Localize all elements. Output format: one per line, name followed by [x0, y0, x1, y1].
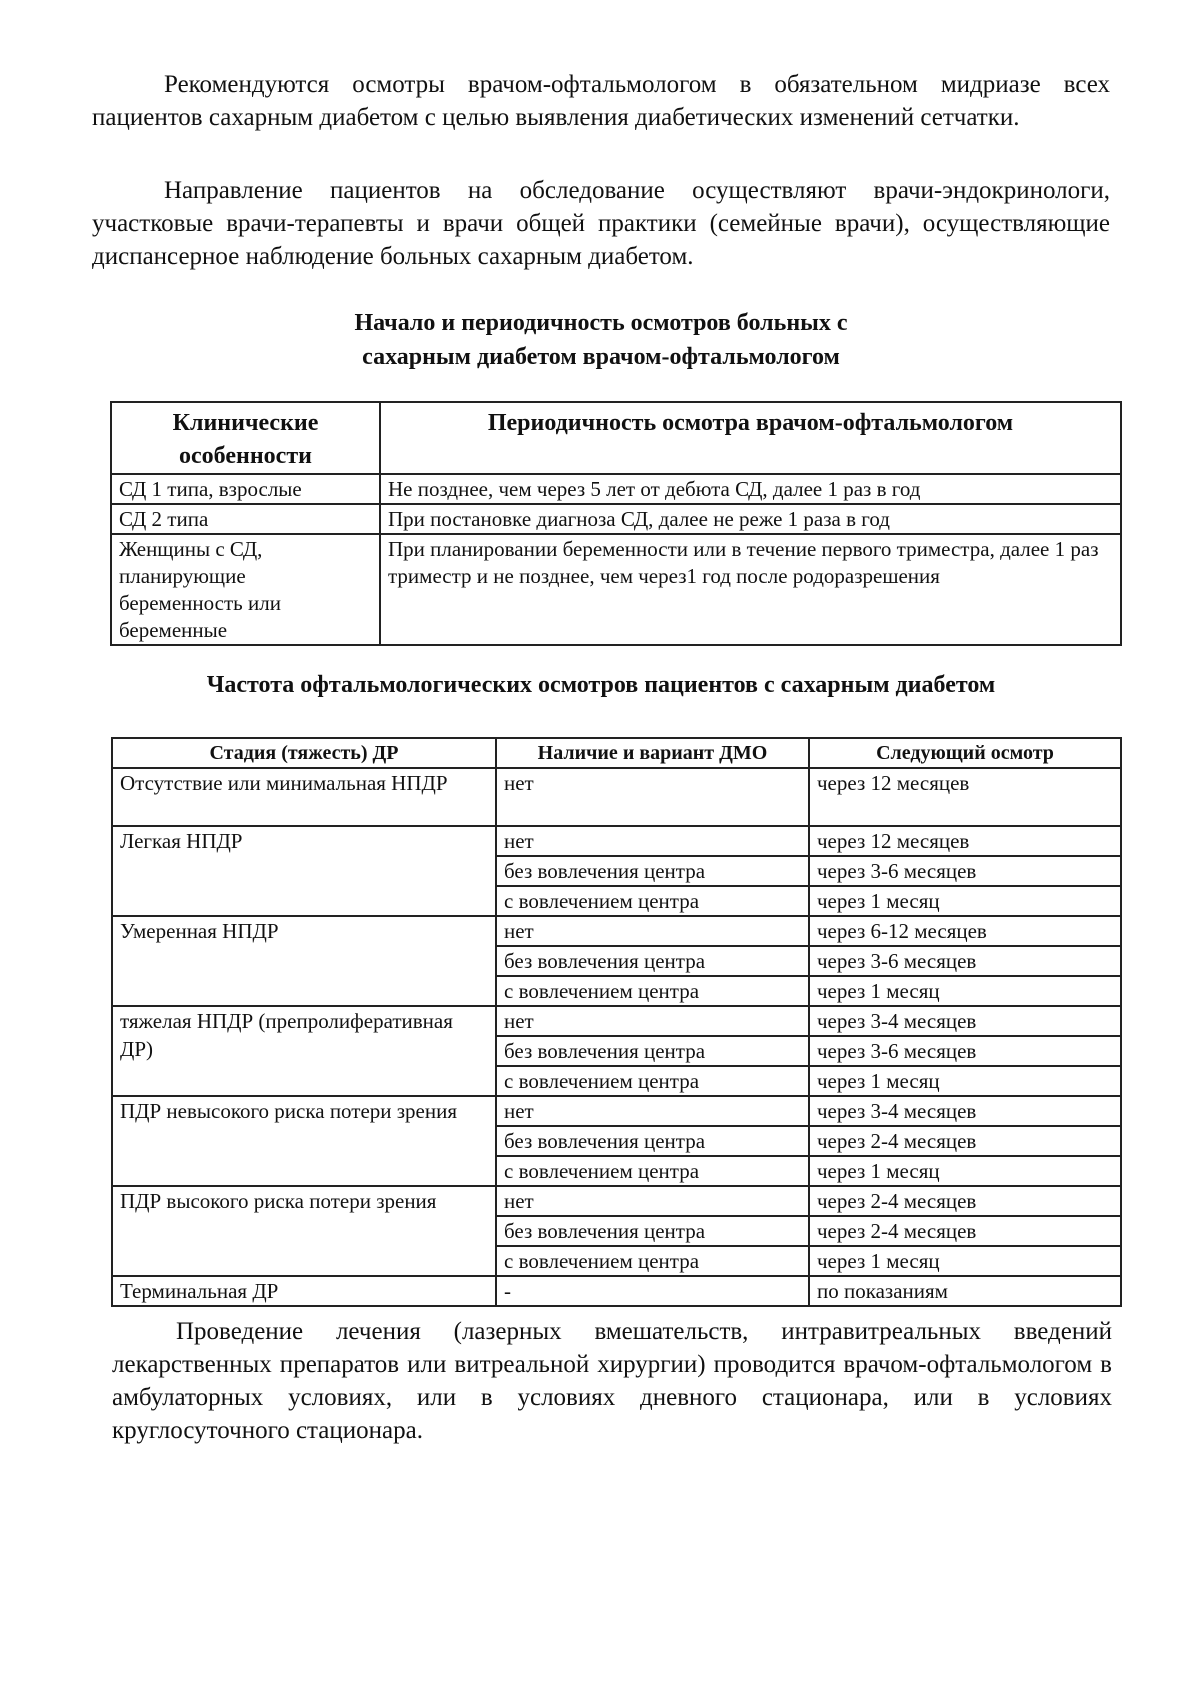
table-row [112, 768, 1121, 826]
header-dme-variant: Наличие и вариант ДМО [496, 738, 809, 768]
clinical-feature-cell: СД 1 типа, взрослые [111, 474, 380, 504]
table-row [111, 504, 1121, 534]
dr-stage-cell: тяжелая НПДР (препролиферативная ДР) [112, 1006, 496, 1096]
dme-variant-cell: нет [496, 768, 809, 826]
periodicity-cell: Не позднее, чем через 5 лет от дебюта СД, далее 1 раз в год [380, 474, 1121, 504]
next-exam-cell: по показаниям [809, 1276, 1121, 1306]
next-exam-cell: через 2-4 месяцев [809, 1186, 1121, 1216]
next-exam-cell: через 3-6 месяцев [809, 1036, 1121, 1066]
dr-stage-cell: Легкая НПДР [112, 826, 496, 916]
clinical-feature-cell: Женщины с СД, планирующие беременность или беременные [111, 534, 380, 645]
dme-variant-cell: с вовлечением центра [496, 1156, 809, 1186]
dme-variant-cell: нет [496, 1006, 809, 1036]
header-clinical-features: Клинические особенности [111, 402, 380, 474]
dme-variant-cell: нет [496, 826, 809, 856]
periodicity-cell: При постановке диагноза СД, далее не реже 1 раза в год [380, 504, 1121, 534]
table-row [112, 916, 1121, 946]
dme-variant-cell: без вовлечения центра [496, 1036, 809, 1066]
table1-title-line2: сахарным диабетом врачом-офтальмологом [362, 344, 840, 370]
table-row [112, 1096, 1121, 1126]
table-header-row [111, 402, 1121, 474]
dme-variant-cell: нет [496, 1186, 809, 1216]
exam-frequency-table [111, 737, 1122, 1307]
table-row [112, 1186, 1121, 1216]
dme-variant-cell: без вовлечения центра [496, 1216, 809, 1246]
dr-stage-cell: ПДР невысокого риска потери зрения [112, 1096, 496, 1186]
closing-paragraph: Проведение лечения (лазерных вмешательств, интравитреальных введений лекарственных препаратов или витреальной хирургии) проводится врачом-офтальмологом в амбулаторных условиях, или в условиях дневного стационара, или в условиях круглосуточного стационара. [112, 1318, 1112, 1444]
dme-variant-cell: с вовлечением центра [496, 1246, 809, 1276]
next-exam-cell: через 1 месяц [809, 1066, 1121, 1096]
table-row [112, 826, 1121, 856]
table-row [112, 1006, 1121, 1036]
table2-title: Частота офтальмологических осмотров пациентов с сахарным диабетом [206, 672, 996, 698]
clinical-feature-cell: СД 2 типа [111, 504, 380, 534]
table1-title [92, 306, 1110, 374]
periodicity-cell: При планировании беременности или в течение первого триместра, далее 1 раз триместр и не позднее, чем через1 год после родоразрешения [380, 534, 1121, 645]
table-row [112, 1276, 1121, 1306]
intro-paragraph-1: Рекомендуются осмотры врачом-офтальмологом в обязательном мидриазе всех пациентов сахарным диабетом с целью выявления диабетических изменений сетчатки. [92, 71, 1110, 131]
intro-paragraph-2: Направление пациентов на обследование осуществляют врачи-эндокринологи, участковые врачи-терапевты и врачи общей практики (семейные врачи), осуществляющие диспансерное наблюдение больных сахарным диабетом. [92, 177, 1110, 270]
dme-variant-cell: - [496, 1276, 809, 1306]
exam-periodicity-table [110, 401, 1122, 646]
dme-variant-cell: нет [496, 916, 809, 946]
header-dr-stage: Стадия (тяжесть) ДР [112, 738, 496, 768]
dr-stage-cell: ПДР высокого риска потери зрения [112, 1186, 496, 1276]
next-exam-cell: через 3-4 месяцев [809, 1006, 1121, 1036]
next-exam-cell: через 12 месяцев [809, 826, 1121, 856]
next-exam-cell: через 1 месяц [809, 1156, 1121, 1186]
table1-title-line1: Начало и периодичность осмотров больных с [354, 310, 848, 336]
dr-stage-cell: Умеренная НПДР [112, 916, 496, 1006]
header-next-exam: Следующий осмотр [809, 738, 1121, 768]
dme-variant-cell: без вовлечения центра [496, 946, 809, 976]
dme-variant-cell: без вовлечения центра [496, 1126, 809, 1156]
dme-variant-cell: с вовлечением центра [496, 886, 809, 916]
dme-variant-cell: без вовлечения центра [496, 856, 809, 886]
next-exam-cell: через 1 месяц [809, 976, 1121, 1006]
next-exam-cell: через 3-6 месяцев [809, 946, 1121, 976]
dme-variant-cell: нет [496, 1096, 809, 1126]
table-row [111, 474, 1121, 504]
header-periodicity: Периодичность осмотра врачом-офтальмологом [380, 402, 1121, 474]
next-exam-cell: через 2-4 месяцев [809, 1216, 1121, 1246]
table-row [111, 534, 1121, 645]
next-exam-cell: через 1 месяц [809, 886, 1121, 916]
next-exam-cell: через 3-4 месяцев [809, 1096, 1121, 1126]
table-header-row [112, 738, 1121, 768]
next-exam-cell: через 12 месяцев [809, 768, 1121, 826]
dme-variant-cell: с вовлечением центра [496, 976, 809, 1006]
dr-stage-cell: Терминальная ДР [112, 1276, 496, 1306]
next-exam-cell: через 1 месяц [809, 1246, 1121, 1276]
next-exam-cell: через 3-6 месяцев [809, 856, 1121, 886]
next-exam-cell: через 6-12 месяцев [809, 916, 1121, 946]
dr-stage-cell: Отсутствие или минимальная НПДР [112, 768, 496, 826]
next-exam-cell: через 2-4 месяцев [809, 1126, 1121, 1156]
dme-variant-cell: с вовлечением центра [496, 1066, 809, 1096]
